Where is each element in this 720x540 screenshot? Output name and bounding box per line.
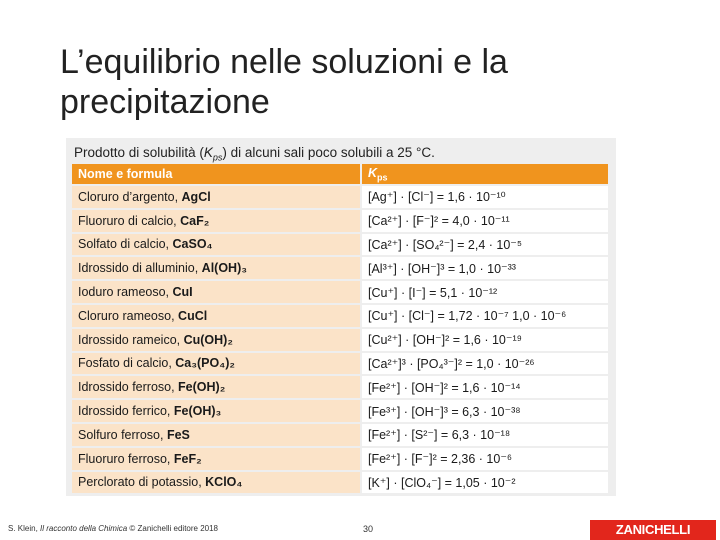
kps-expression: [Fe³⁺] · [OH⁻]³ = 6,3 · 10⁻³⁸ (361, 399, 608, 423)
header-name-formula: Nome e formula (72, 164, 361, 185)
kps-expression: [Fe²⁺] · [OH⁻]² = 1,6 · 10⁻¹⁴ (361, 375, 608, 399)
table-row (72, 185, 608, 209)
table-row (72, 423, 608, 447)
footer-credit (8, 524, 218, 533)
footer-publisher: © Zanichelli editore 2018 (127, 524, 219, 533)
salt-name-cell (72, 280, 361, 304)
salt-name: Fosfato di calcio, (78, 356, 176, 371)
page-number: 30 (363, 524, 374, 534)
kps-expression: [Fe²⁺] · [F⁻]² = 2,36 · 10⁻⁶ (361, 447, 608, 471)
table-body (72, 185, 608, 493)
caption-suffix: ) di alcuni sali poco solubili a 25 °C. (222, 145, 435, 160)
footer-book-title: Il racconto della Chimica (40, 524, 128, 533)
salt-name-cell (72, 399, 361, 423)
salt-name: Ioduro rameoso, (78, 285, 173, 300)
table-row (72, 471, 608, 494)
zanichelli-logo: ZANICHELLI (590, 520, 716, 540)
table-row (72, 352, 608, 376)
kps-expression: [Cu⁺] · [I⁻] = 5,1 · 10⁻¹² (361, 280, 608, 304)
salt-name: Idrossido di alluminio, (78, 261, 202, 276)
kps-expression: [Cu⁺] · [Cl⁻] = 1,72 · 10⁻⁷ 1,0 · 10⁻⁶ (361, 304, 608, 328)
caption-prefix: Prodotto di solubilità ( (74, 145, 204, 160)
kps-expression: [Ca²⁺]³ · [PO₄³⁻]² = 1,0 · 10⁻²⁶ (361, 352, 608, 376)
salt-formula: CuCl (178, 308, 208, 323)
salt-formula: CaSO₄ (172, 237, 213, 252)
salt-name-cell (72, 328, 361, 352)
salt-formula: KClO₄ (205, 475, 243, 490)
salt-formula: Fe(OH)₂ (178, 380, 226, 395)
salt-name: Fluoruro ferroso, (78, 451, 174, 466)
salt-name: Fluoruro di calcio, (78, 213, 181, 228)
salt-name-cell (72, 375, 361, 399)
salt-formula: CuI (172, 285, 193, 300)
table-row (72, 233, 608, 257)
salt-formula: CaF₂ (180, 213, 210, 228)
table-row (72, 375, 608, 399)
salt-name: Solfato di calcio, (78, 237, 173, 252)
salt-name-cell (72, 233, 361, 257)
caption-k-subscript: ps (212, 152, 223, 163)
solubility-table (72, 164, 608, 493)
table-row (72, 399, 608, 423)
salt-name-cell (72, 209, 361, 233)
solubility-table-panel (66, 138, 616, 496)
kps-expression: [Al³⁺] · [OH⁻]³ = 1,0 · 10⁻³³ (361, 256, 608, 280)
salt-formula: FeS (166, 427, 190, 442)
table-row (72, 304, 608, 328)
table-row (72, 209, 608, 233)
salt-name: Idrossido ferrico, (78, 404, 174, 419)
salt-name: Perclorato di potassio, (78, 475, 206, 490)
slide-title: L’equilibrio nelle soluzioni e la precipitazione (60, 43, 508, 121)
salt-formula: Fe(OH)₃ (173, 404, 222, 419)
salt-formula: Cu(OH)₂ (183, 332, 233, 347)
salt-name-cell (72, 185, 361, 209)
table-row (72, 280, 608, 304)
table-caption (74, 145, 435, 163)
salt-name-cell (72, 423, 361, 447)
header-kps (361, 164, 608, 185)
salt-formula: Al(OH)₃ (201, 261, 248, 276)
kps-expression: [K⁺] · [ClO₄⁻] = 1,05 · 10⁻² (361, 471, 608, 494)
salt-name-cell (72, 471, 361, 494)
salt-name: Solfuro ferroso, (78, 427, 167, 442)
caption-k: K (203, 145, 213, 160)
salt-name-cell (72, 352, 361, 376)
salt-name: Cloruro d’argento, (78, 189, 182, 204)
table-row (72, 328, 608, 352)
salt-formula: FeF₂ (173, 451, 202, 466)
kps-expression: [Fe²⁺] · [S²⁻] = 6,3 · 10⁻¹⁸ (361, 423, 608, 447)
table-header-row (72, 164, 608, 185)
header-k: K (368, 165, 378, 180)
salt-name: Idrossido rameico, (78, 332, 184, 347)
salt-formula: AgCl (181, 189, 211, 204)
header-k-subscript: ps (377, 172, 388, 183)
kps-expression: [Ca²⁺] · [SO₄²⁻] = 2,4 · 10⁻⁵ (361, 233, 608, 257)
salt-name-cell (72, 447, 361, 471)
salt-name-cell (72, 304, 361, 328)
footer-author: S. Klein, (8, 524, 41, 533)
kps-expression: [Ag⁺] · [Cl⁻] = 1,6 · 10⁻¹⁰ (361, 185, 608, 209)
salt-name-cell (72, 256, 361, 280)
kps-expression: [Ca²⁺] · [F⁻]² = 4,0 · 10⁻¹¹ (361, 209, 608, 233)
salt-formula: Ca₃(PO₄)₂ (175, 356, 235, 371)
salt-name: Idrossido ferroso, (78, 380, 179, 395)
salt-name: Cloruro rameoso, (78, 308, 179, 323)
kps-expression: [Cu²⁺] · [OH⁻]² = 1,6 · 10⁻¹⁹ (361, 328, 608, 352)
table-row (72, 447, 608, 471)
table-row (72, 256, 608, 280)
